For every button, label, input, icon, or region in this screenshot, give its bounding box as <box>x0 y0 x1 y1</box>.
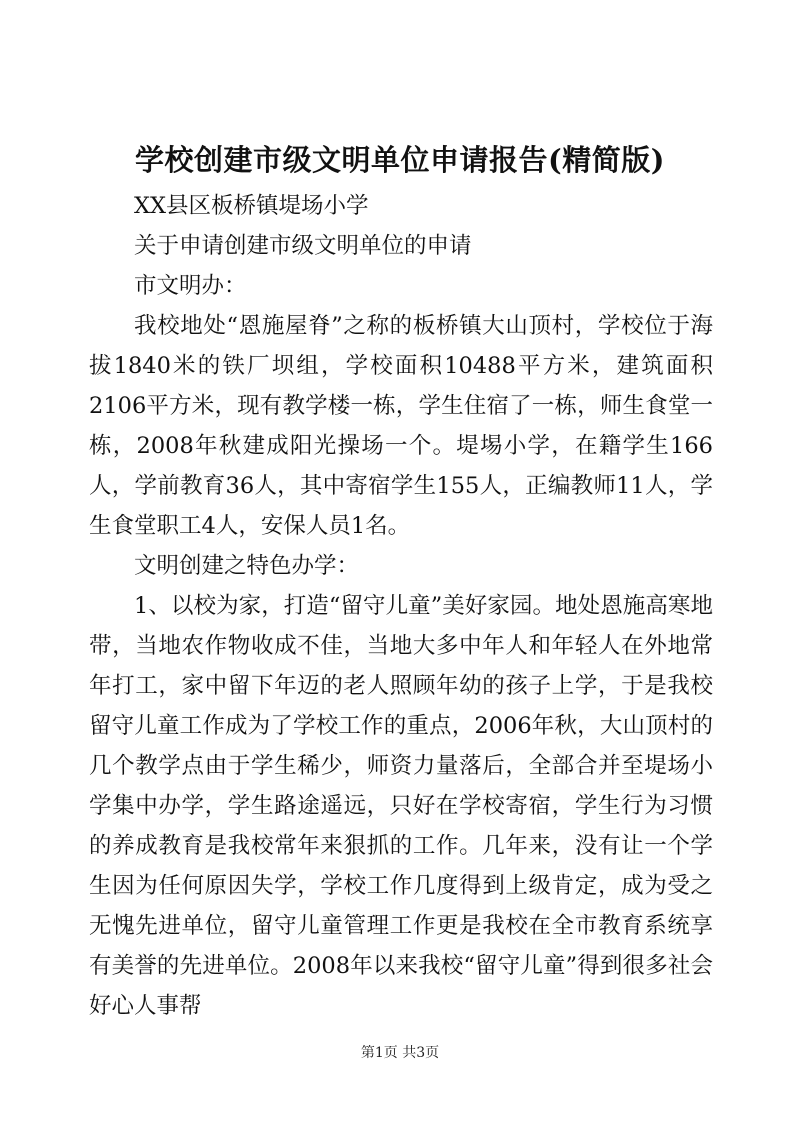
point-1-paragraph: 1、以校为家，打造“留守儿童”美好家园。地处恩施高寒地带，当地农作物收成不佳，当地大多中年人和年轻人在外地常年打工，家中留下年迈的老人照顾年幼的孩子上学，于是我校留守儿童工作成为了学校工作的重点，2006年秋，大山顶村的几个教学点由于学生稀少，师资力量落后，全部合并至堤场小学集中办学，学生路途遥远，只好在学校寄宿，学生行为习惯的养成教育是我校常年来狠抓的工作。几年来，没有让一个学生因为任何原因失学，学校工作几度得到上级肯定，成为受之无愧先进单位，留守儿童管理工作更是我校在全市教育系统享有美誉的先进单位。2008年以来我校“留守儿童”得到很多社会好心人事帮 <box>89 593 713 1019</box>
page-footer: 第1页 共3页 <box>360 1045 440 1061</box>
section-heading: 文明创建之特色办学： <box>134 553 360 579</box>
school-name-line: XX县区板桥镇堤场小学 <box>134 193 369 219</box>
salutation: 市文明办： <box>134 273 247 299</box>
document-body <box>89 186 713 1026</box>
subject-line: 关于申请创建市级文明单位的申请 <box>134 233 472 259</box>
intro-paragraph: 我校地处“恩施屋脊”之称的板桥镇大山顶村，学校位于海拔1840米的铁厂坝组，学校面积10488平方米，建筑面积2106平方米，现有教学楼一栋，学生住宿了一栋，师生食堂一栋，2008年秋建成阳光操场一个。堤埸小学，在籍学生166人，学前教育36人，其中寄宿学生155人，正编教师11人，学生食堂职工4人，安保人员1名。 <box>89 313 713 539</box>
document-title: 学校创建市级文明单位申请报告(精简版) <box>135 143 665 177</box>
